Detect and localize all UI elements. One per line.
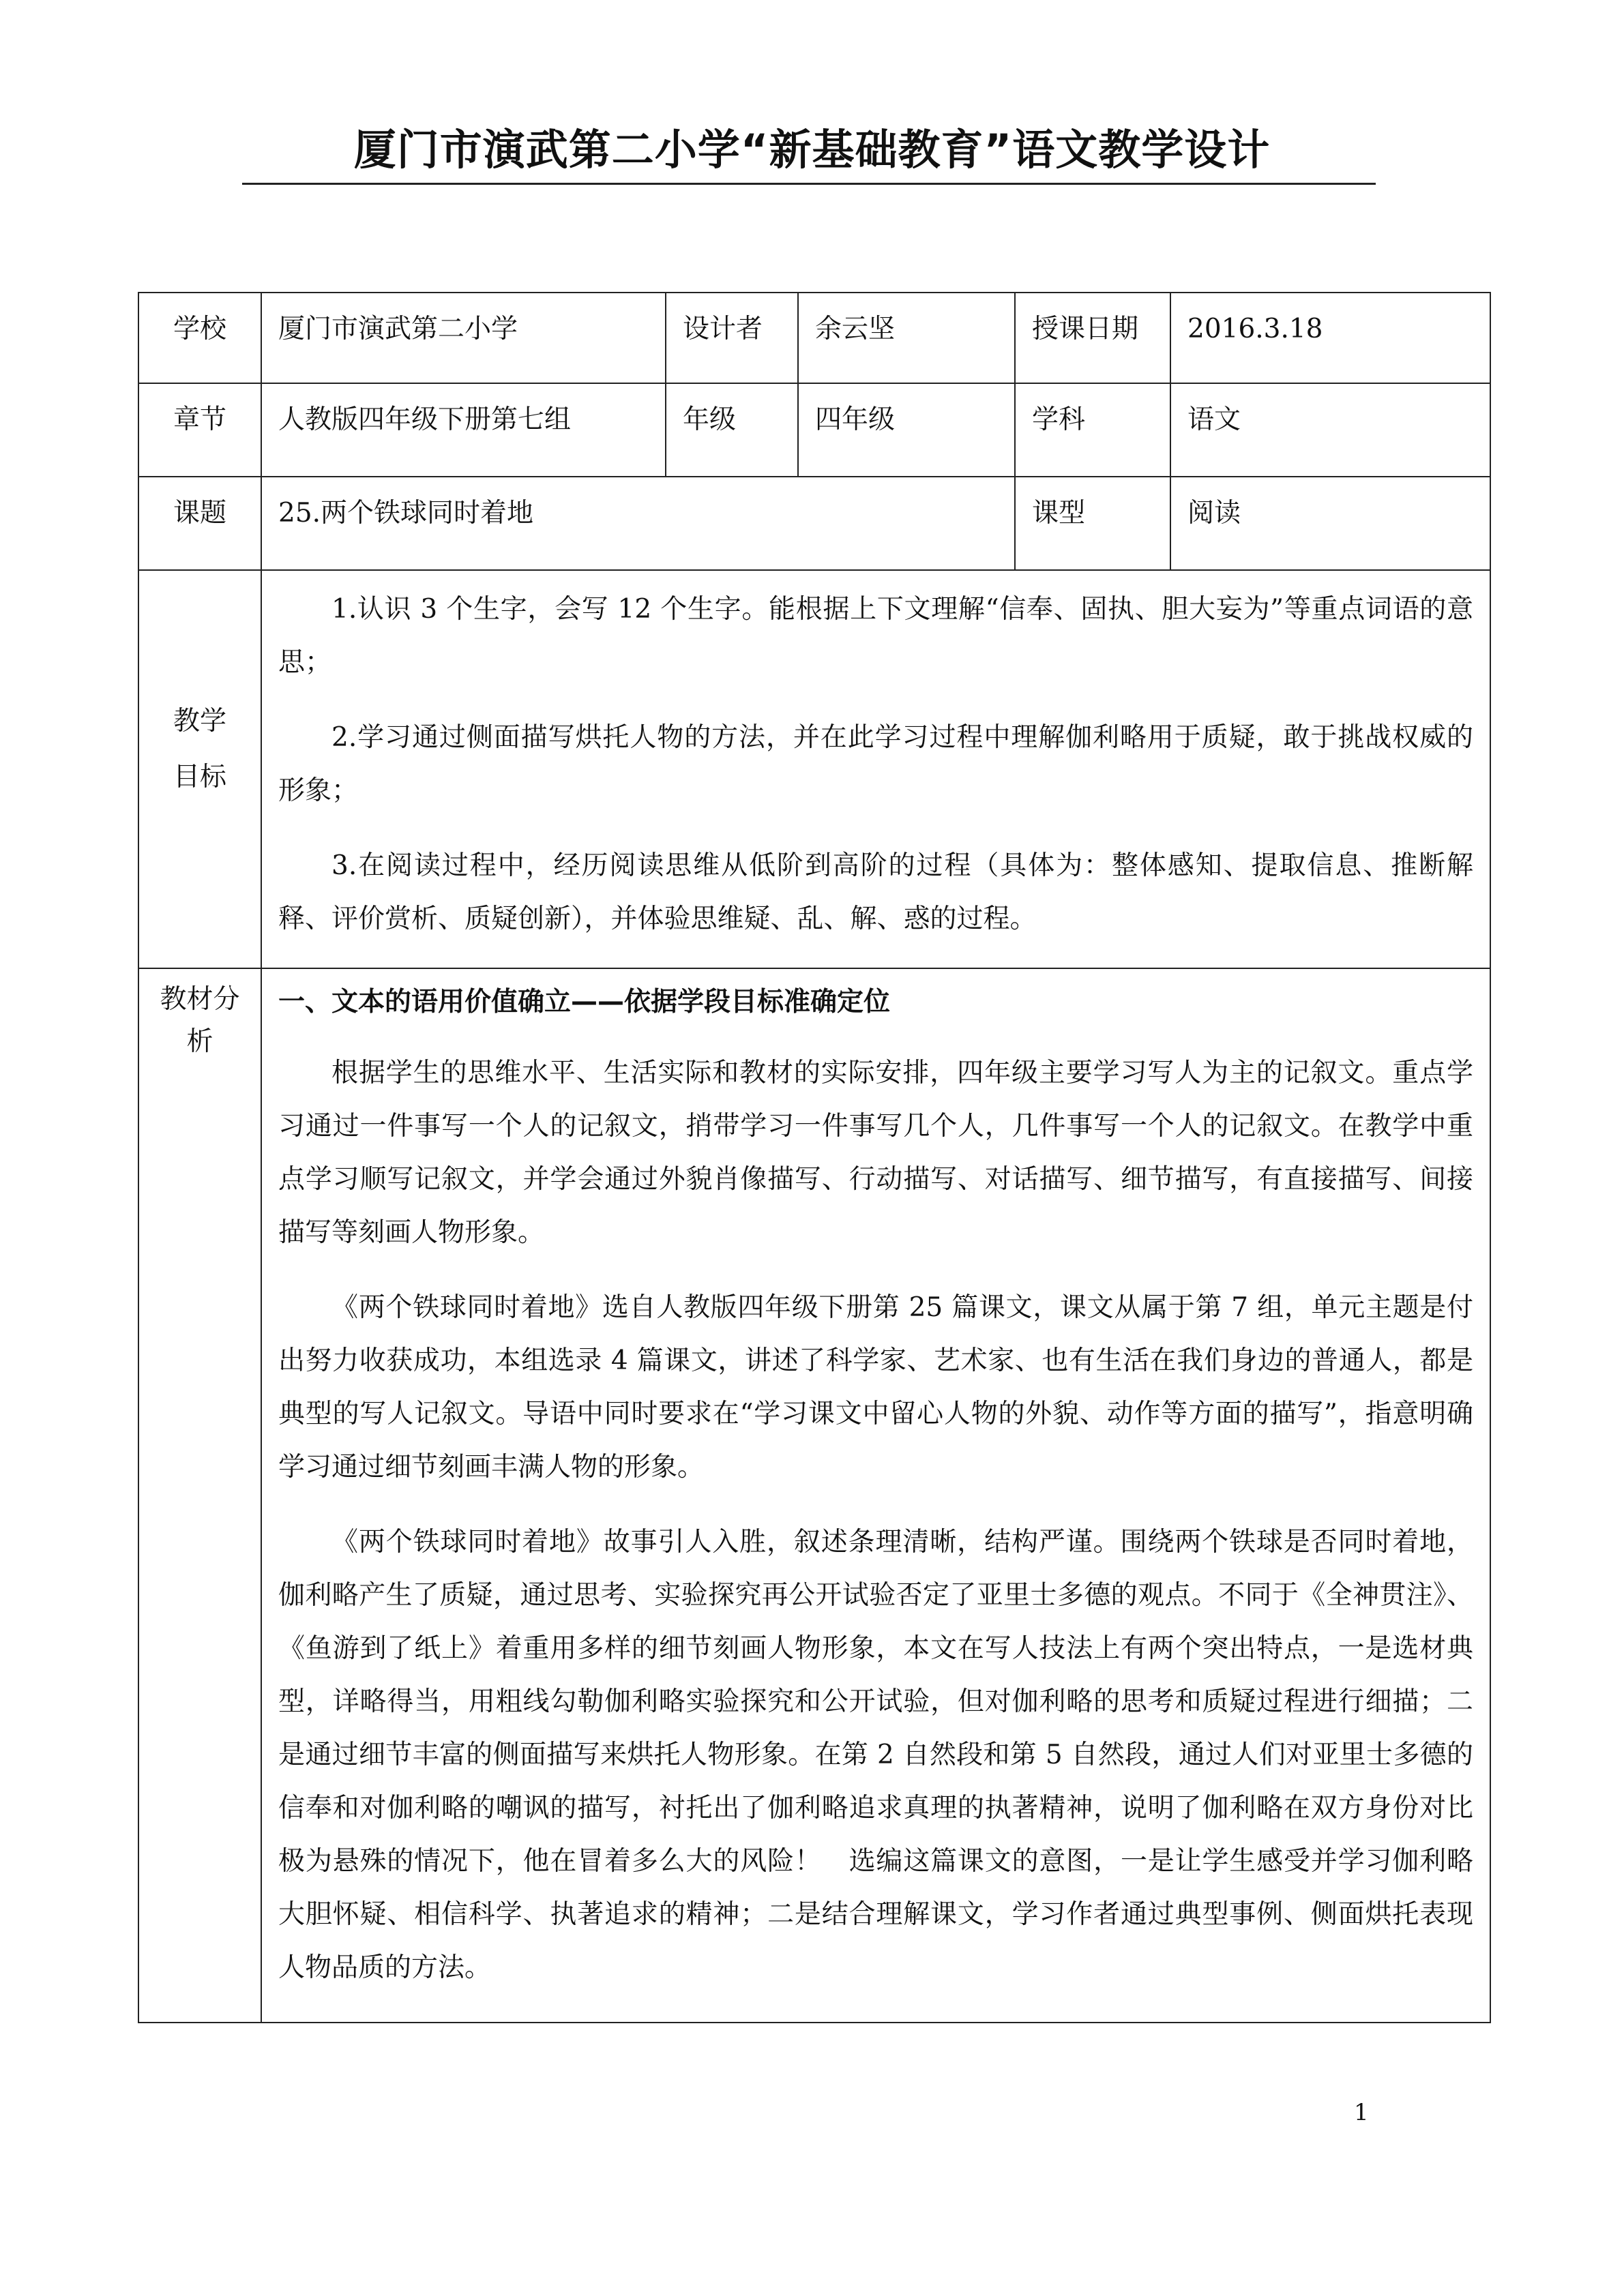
- chapter-label-cell: [138, 383, 261, 477]
- analysis-content-cell: [261, 968, 1490, 2023]
- designer-label: 设计者: [683, 314, 763, 344]
- topic-value: 25.两个铁球同时着地: [278, 498, 534, 528]
- analysis-label: 教材分析: [160, 984, 240, 1058]
- designer-value: 余云坚: [815, 314, 896, 344]
- goal-item: 1.认识 3 个生字，会写 12 个生字。能根据上下文理解“信奉、固执、胆大妄为”等重点词语的意思；: [278, 594, 1473, 678]
- school-value: 厦门市演武第二小学: [278, 314, 518, 344]
- school-value-cell: [261, 293, 666, 383]
- subject-value: 语文: [1187, 404, 1241, 435]
- topic-value-cell: [261, 477, 1015, 570]
- designer-label-cell: [666, 293, 798, 383]
- analysis-content: [262, 969, 1490, 1995]
- goals-label-line-2: 目标: [173, 761, 226, 792]
- chapter-value-cell: [261, 383, 666, 477]
- analysis-heading: 一、文本的语用价值确立——依据学段目标准确定位: [278, 987, 891, 1017]
- goals-content-cell: [261, 570, 1490, 968]
- table-row-chapter: [138, 383, 1490, 477]
- goals-label: [139, 571, 261, 805]
- topic-label-cell: [138, 477, 261, 570]
- grade-label: 年级: [683, 404, 737, 435]
- lesson-plan-table: [138, 292, 1491, 2023]
- type-label-cell: [1015, 477, 1170, 570]
- date-label: 授课日期: [1032, 314, 1139, 344]
- title-underline: [242, 183, 1376, 185]
- designer-value-cell: [798, 293, 1015, 383]
- school-label-cell: [138, 293, 261, 383]
- table-row-school: [138, 293, 1490, 383]
- analysis-paragraph: 《两个铁球同时着地》故事引人入胜，叙述条理清晰，结构严谨。围绕两个铁球是否同时着地，伽利略产生了质疑，通过思考、实验探究再公开试验否定了亚里士多德的观点。不同于《全神贯注》、《鱼游到了纸上》着重用多样的细节刻画人物形象，本文在写人技法上有两个突出特点，一是选材典型，详略得当，用粗线勾勒伽利略实验探究和公开试验，但对伽利略的思考和质疑过程进行细描；二是通过细节丰富的侧面描写来烘托人物形象。在第 2 自然段和第 5 自然段，通过人们对亚里士多德的信奉和对伽利略的嘲讽的描写，衬托出了伽利略追求真理的执著精神，说明了伽利略在双方身份对比极为悬殊的情况下，他在冒着多么大的风险！ 选编这篇课文的意图，一是让学生感受并学习伽利略大胆怀疑、相信科学、执著追求的精神；二是结合理解课文，学习作者通过典型事例、侧面烘托表现人物品质的方法。: [278, 1527, 1473, 1984]
- grade-label-cell: [666, 383, 798, 477]
- type-value-cell: [1170, 477, 1490, 570]
- goals-label-line-1: 教学: [173, 706, 226, 736]
- date-value: 2016.3.18: [1187, 314, 1323, 344]
- date-label-cell: [1015, 293, 1170, 383]
- analysis-paragraph: 根据学生的思维水平、生活实际和教材的实际安排，四年级主要学习写人为主的记叙文。重点学习通过一件事写一个人的记叙文，捎带学习一件事写几个人，几件事写一个人的记叙文。在教学中重点学习顺写记叙文，并学会通过外貌肖像描写、行动描写、对话描写、细节描写，有直接描写、间接描写等刻画人物形象。: [278, 1058, 1473, 1249]
- type-label: 课型: [1032, 498, 1086, 528]
- subject-value-cell: [1170, 383, 1490, 477]
- analysis-label-cell: [138, 968, 261, 2023]
- goals-label-cell: [138, 570, 261, 968]
- table-row-goals: [138, 570, 1490, 968]
- date-value-cell: [1170, 293, 1490, 383]
- grade-value: 四年级: [815, 404, 896, 435]
- school-label: 学校: [173, 314, 226, 344]
- topic-label: 课题: [173, 498, 226, 528]
- page-number: 1: [1354, 2099, 1369, 2126]
- type-value: 阅读: [1187, 498, 1241, 528]
- document-title: 厦门市演武第二小学“新基础教育”语文教学设计: [353, 125, 1271, 175]
- table-row-analysis: [138, 968, 1490, 2023]
- goal-item: 2.学习通过侧面描写烘托人物的方法，并在此学习过程中理解伽利略用于质疑，敢于挑战权威的形象；: [278, 722, 1473, 806]
- subject-label: 学科: [1032, 404, 1086, 435]
- chapter-label: 章节: [173, 404, 226, 435]
- table-row-topic: [138, 477, 1490, 570]
- goal-item: 3.在阅读过程中，经历阅读思维从低阶到高阶的过程（具体为：整体感知、提取信息、推断解释、评价赏析、质疑创新），并体验思维疑、乱、解、惑的过程。: [278, 850, 1473, 934]
- subject-label-cell: [1015, 383, 1170, 477]
- goals-content: [262, 571, 1490, 946]
- analysis-paragraph: 《两个铁球同时着地》选自人教版四年级下册第 25 篇课文，课文从属于第 7 组，单元主题是付出努力收获成功，本组选录 4 篇课文，讲述了科学家、艺术家、也有生活在我们身边的普通人，都是典型的写人记叙文。导语中同时要求在“学习课文中留心人物的外貌、动作等方面的描写”，指意明确学习通过细节刻画丰满人物的形象。: [278, 1292, 1473, 1483]
- grade-value-cell: [798, 383, 1015, 477]
- chapter-value: 人教版四年级下册第七组: [278, 404, 572, 435]
